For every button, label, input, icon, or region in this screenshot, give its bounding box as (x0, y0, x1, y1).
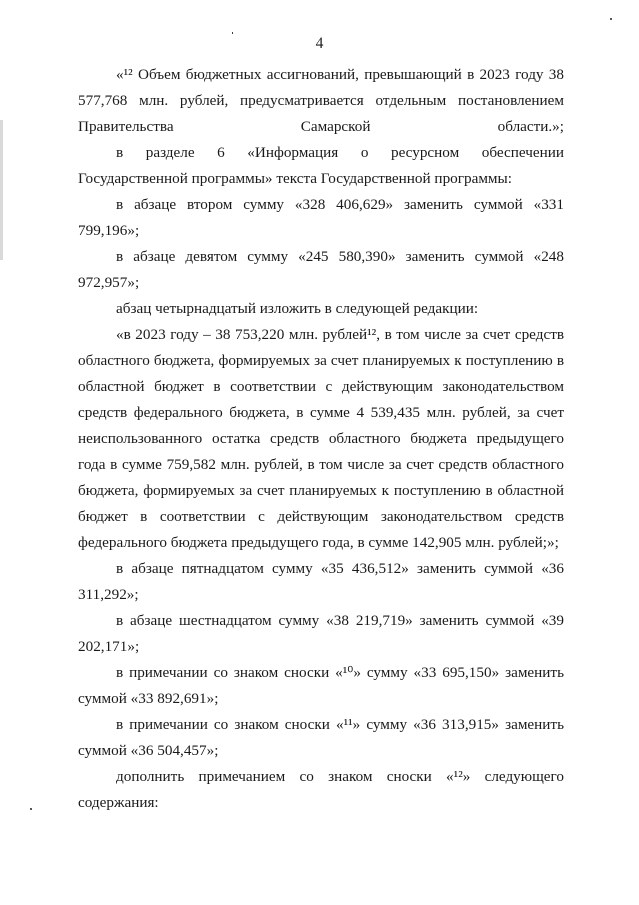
paragraph-section-6: в разделе 6 «Информация о ресурсном обеспечении Государственной программы» текста Государственной программы: (78, 144, 564, 187)
paragraph-add-note-12: дополнить примечанием со знаком сноски «¹²» следующего содержания: (78, 768, 564, 811)
paragraph-note-11: в примечании со знаком сноски «¹¹» сумму «36 313,915» заменить суммой «36 504,457»; (78, 716, 564, 759)
document-body (78, 62, 564, 816)
paragraph-abzac-16: в абзаце шестнадцатом сумму «38 219,719» заменить суммой «39 202,171»; (78, 612, 564, 655)
paragraph-abzac-9: в абзаце девятом сумму «245 580,390» заменить суммой «248 972,957»; (78, 248, 564, 291)
page-number: 4 (315, 35, 324, 52)
paragraph-note-10: в примечании со знаком сноски «¹⁰» сумму «33 695,150» заменить суммой «33 892,691»; (78, 664, 564, 707)
scan-speck (610, 18, 612, 20)
paragraph-abzac-2: в абзаце втором сумму «328 406,629» заменить суммой «331 799,196»; (78, 196, 564, 239)
paragraph-abzac-14-text: «в 2023 году – 38 753,220 млн. рублей¹², в том числе за счет средств областного бюджета, формируемых за счет планируемых к поступлению в областной бюджет в соответствии с действующим законодательством средств федерального бюджета, в сумме 4 539,435 млн. рублей, за счет неиспользованного остатка средств областного бюджета предыдущего года в сумме 759,582 млн. рублей, в том числе за счет средств областного бюджета, формируемых за счет планируемых к поступлению в областной бюджет в соответствии с действующим законодательством средств федерального бюджета предыдущего года, в сумме 142,905 млн. рублей;»; (78, 326, 564, 551)
paragraph-abzac-14-intro: абзац четырнадцатый изложить в следующей редакции: (116, 300, 479, 317)
scan-speck (232, 32, 233, 34)
paragraph-abzac-15: в абзаце пятнадцатом сумму «35 436,512» заменить суммой «36 311,292»; (78, 560, 564, 603)
scan-speck (30, 808, 32, 810)
paragraph-footnote-12-text: «¹² Объем бюджетных ассигнований, превышающий в 2023 году 38 577,768 млн. рублей, предусматривается отдельным постановлением Правительства Самарской области.»; (78, 66, 564, 135)
scan-edge-shadow (0, 120, 3, 260)
